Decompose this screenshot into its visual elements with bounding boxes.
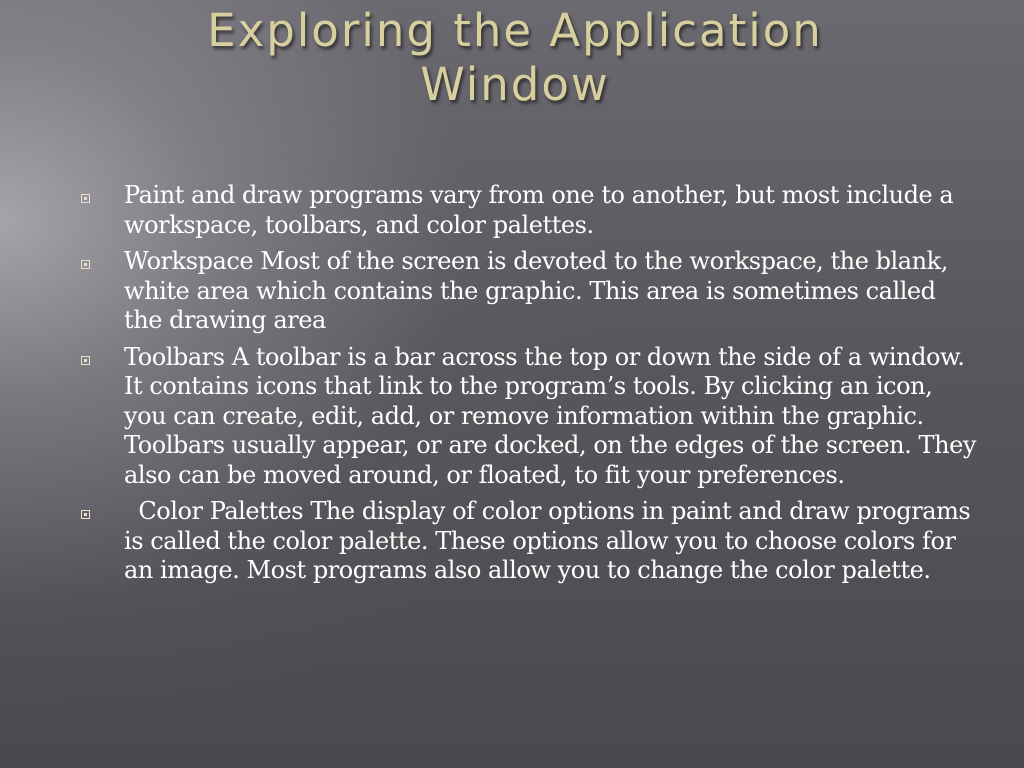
square-bullet-icon: [81, 194, 90, 203]
bullet-text: Toolbars A toolbar is a bar across the top or down the side of a window. It contains icons that link to the program’s tools. By clicking an icon, you can create, edit, add, or remove information within the graphic. Toolbars usually appear, or are docked, on the edges of the screen. They also can be moved around, or floated, to fit your preferences.: [124, 342, 976, 489]
square-bullet-icon: [81, 260, 90, 269]
bullet-item-color-palettes: [80, 497, 980, 586]
bullet-item-overview: [80, 181, 980, 240]
bullet-item-workspace: [80, 247, 980, 336]
bullet-list: [80, 181, 980, 593]
square-bullet-icon: [81, 356, 90, 365]
bullet-text: Workspace Most of the screen is devoted to the workspace, the blank, white area which contains the graphic. This area is sometimes called the drawing area: [124, 247, 948, 334]
slide-title-line-2: Window: [420, 58, 610, 111]
bullet-item-toolbars: [80, 343, 980, 491]
bullet-text: Paint and draw programs vary from one to another, but most include a workspace, toolbars, and color palettes.: [124, 181, 954, 239]
slide-title: [80, 4, 950, 112]
bullet-text: Color Palettes The display of color options in paint and draw programs is called the color palette. These options allow you to choose colors for an image. Most programs also allow you to change the color palette.: [124, 497, 978, 584]
slide-title-line-1: Exploring the Application: [207, 4, 823, 57]
square-bullet-icon: [81, 510, 90, 519]
